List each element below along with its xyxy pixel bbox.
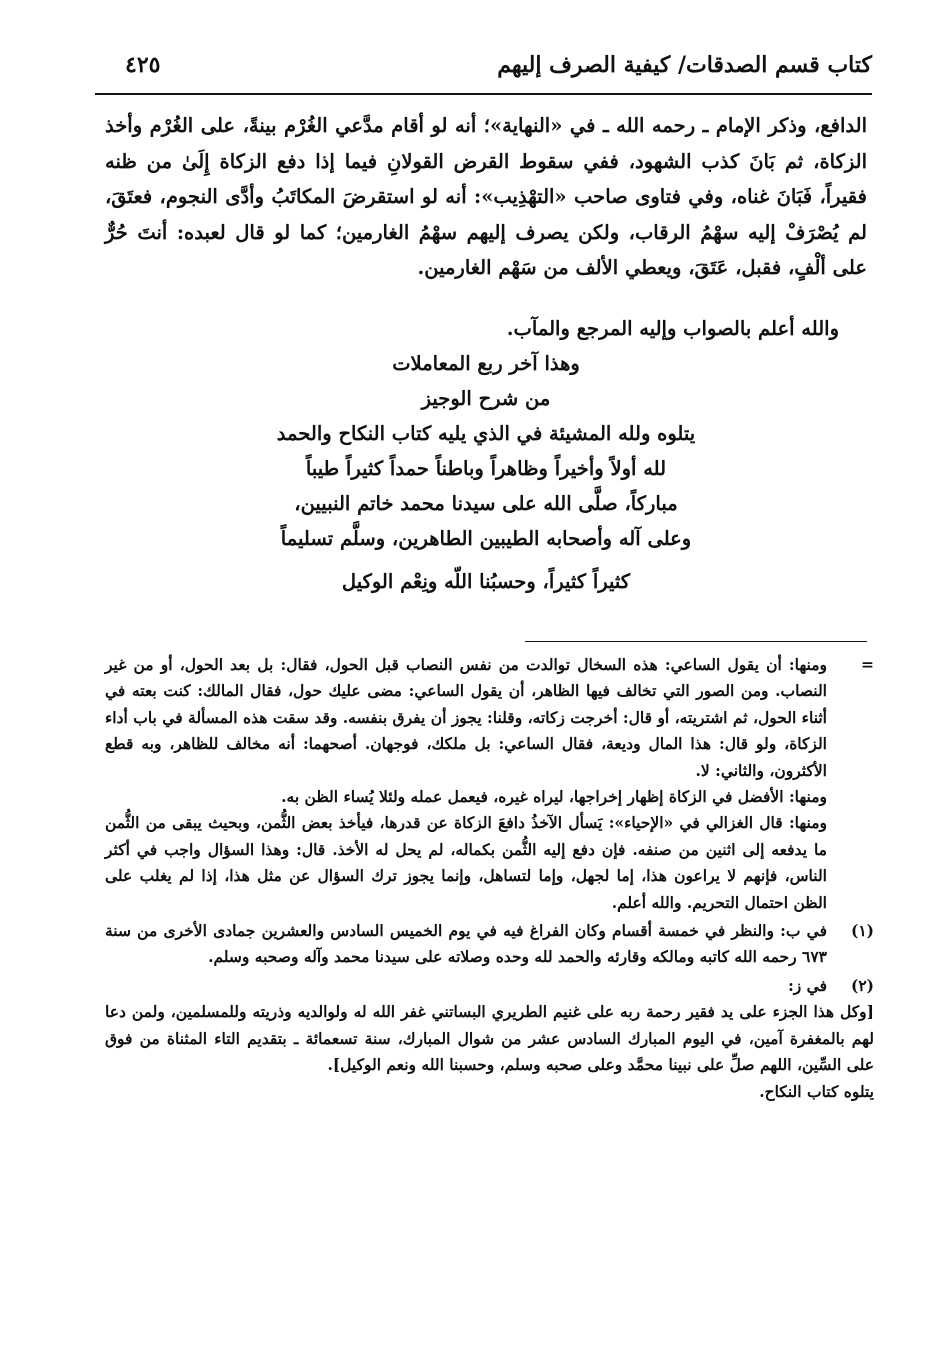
- colophon-line: كثيراً كثيراً، وحسبُنا اللّه ونِعْم الوكيل: [341, 570, 631, 593]
- footnote-closing: يتلوه كتاب النكاح.: [759, 1081, 874, 1101]
- closing-statement: والله أعلم بالصواب وإليه المرجع والمآب.: [506, 317, 839, 340]
- footnote-marker: (١): [850, 921, 874, 941]
- running-header: [95, 52, 872, 92]
- footnote-paragraph: ومنها: الأفضل في الزكاة إظهار إخراجها، ليراه غيره، فيعمل عمله ولئلا يُساء الظن به.: [281, 787, 827, 807]
- footnote-2: [105, 973, 874, 999]
- colophon-line: لله أولاً وأخيراً وظاهراً وباطناً حمداً كثيراً طيباً: [305, 457, 667, 480]
- colophon-line: وعلى آله وأصحابه الطيبين الطاهرين، وسلَّم تسليماً: [280, 527, 692, 550]
- footnote-continuation: [105, 652, 874, 916]
- main-text: [105, 108, 867, 286]
- chapter-title: كتاب قسم الصدقات/ كيفية الصرف إليهم: [497, 52, 872, 78]
- main-paragraph: الدافع، وذكر الإمام ـ رحمه الله ـ في «النهاية»؛ أنه لو أقام مدَّعي الغُرْم بينةً، على الغُرْم وأخذ الزكاة، ثم بَانَ كذب الشهود، ففي سقوط القرض القولانِ فيما إذا دفع الزكاة إِلَىٰ من ظنه فقيراً، فَبَانَ غناه، وفي فتاوى صاحب «التهْذِيب»: أنه لو استقرضَ المكاتَبُ وأدَّى النجوم، فعتَقَ، لم يُصْرَفْ إليه سهْمُ الرقاب، ولكن يصرف إليهم سهْمُ الغارمين؛ كما لو قال لعبده: أنتَ حُرٌّ على ألْفٍ، فقبل، عَتَقَ، ويعطي الألف من سَهْم الغارمين.: [105, 114, 867, 279]
- colophon-line: يتلوه ولله المشيئة في الذي يليه كتاب النكاح والحمد: [276, 422, 696, 445]
- page-number: ٤٢٥: [125, 52, 161, 78]
- footnote-intro: في ز:: [788, 975, 827, 995]
- footnote-divider: [525, 641, 867, 642]
- footnote-2-quote: [105, 999, 874, 1105]
- colophon-line: مباركاً، صلَّى الله على سيدنا محمد خاتم النبيين،: [294, 492, 678, 515]
- footnote-paragraph: ومنها: أن يقول الساعي: هذه السخال توالدت من نفس النصاب قبل الحول، فقال: بل بعد الحول، أو من غير النصاب. ومن الصور التي تخالف فيها الظاهر، أن يقول الساعي: مضى عليك حول، فقال المالك: كنت بعته في أثناء الحول، ثم اشتريته، أو قال: أخرجت زكاته، وقلنا: يجوز أن يفرق بنفسه. وقد سقت هذه المسألة في باب أداء الزكاة، ولو قال: هذا المال وديعة، فقال الساعي: بل ملكك، فوجهان. أصحهما: أنه مخالف للظاهر، وبه قطع الأكثرون، والثاني: لا.: [105, 655, 827, 780]
- footnote-paragraph: ومنها: قال الغزالي في «الإحياء»: يَسأل الآخذُ دافعَ الزكاة عن قدرها، فيأخذ بعض الثُّمن، وبحيث يبقى من الثُّمن ما يدفعه إلى اثنين من صنفه. فإن دفع إليه الثُّمن بكماله، لم يحل له الأخذ. قال: وهذا السؤال واجب في أكثر الناس، فإنهم لا يراعون هذا، إما لجهل، وإما لتساهل، وإنما يجوز ترك السؤال عن مثل هذا، إذا لم يغلب على الظن احتمال التحريم. والله أعلم.: [105, 813, 827, 912]
- header-divider: [95, 93, 872, 95]
- footnotes: [105, 652, 874, 1105]
- footnote-text: في ب: والنظر في خمسة أقسام وكان الفراغ فيه في يوم الخميس السادس والعشرين جمادى الأخرى من سنة ٦٧٣ رحمه الله كاتبه ومالكه وقارئه والحمد لله وحده وصلاته على سيدنا محمد وآله وصحبه وسلم.: [105, 921, 827, 967]
- footnote-marker: (٢): [850, 975, 874, 995]
- colophon-line: من شرح الوجيز: [421, 387, 551, 410]
- footnote-quote: [وكل هذا الجزء على يد فقير رحمة ربه على غنيم الطريري البساتني غفر الله له ولوالديه وذريته وللمسلمين، ولمن دعا لهم بالمغفرة آمين، في اليوم المبارك السادس عشر من شوال المبارك، سنة تسعمائة ـ بتقديم التاء المثناة من فوق على السِّين، اللهم صلِّ على نبينا محمَّد وعلى صحبه وسلم، وحسبنا الله ونعم الوكيل].: [105, 1002, 874, 1075]
- colophon-line: وهذا آخر ربع المعاملات: [392, 352, 580, 375]
- footnote-1: [105, 918, 874, 971]
- colophon: [105, 346, 867, 599]
- closing-section: [105, 312, 867, 599]
- footnote-marker: =: [861, 655, 874, 674]
